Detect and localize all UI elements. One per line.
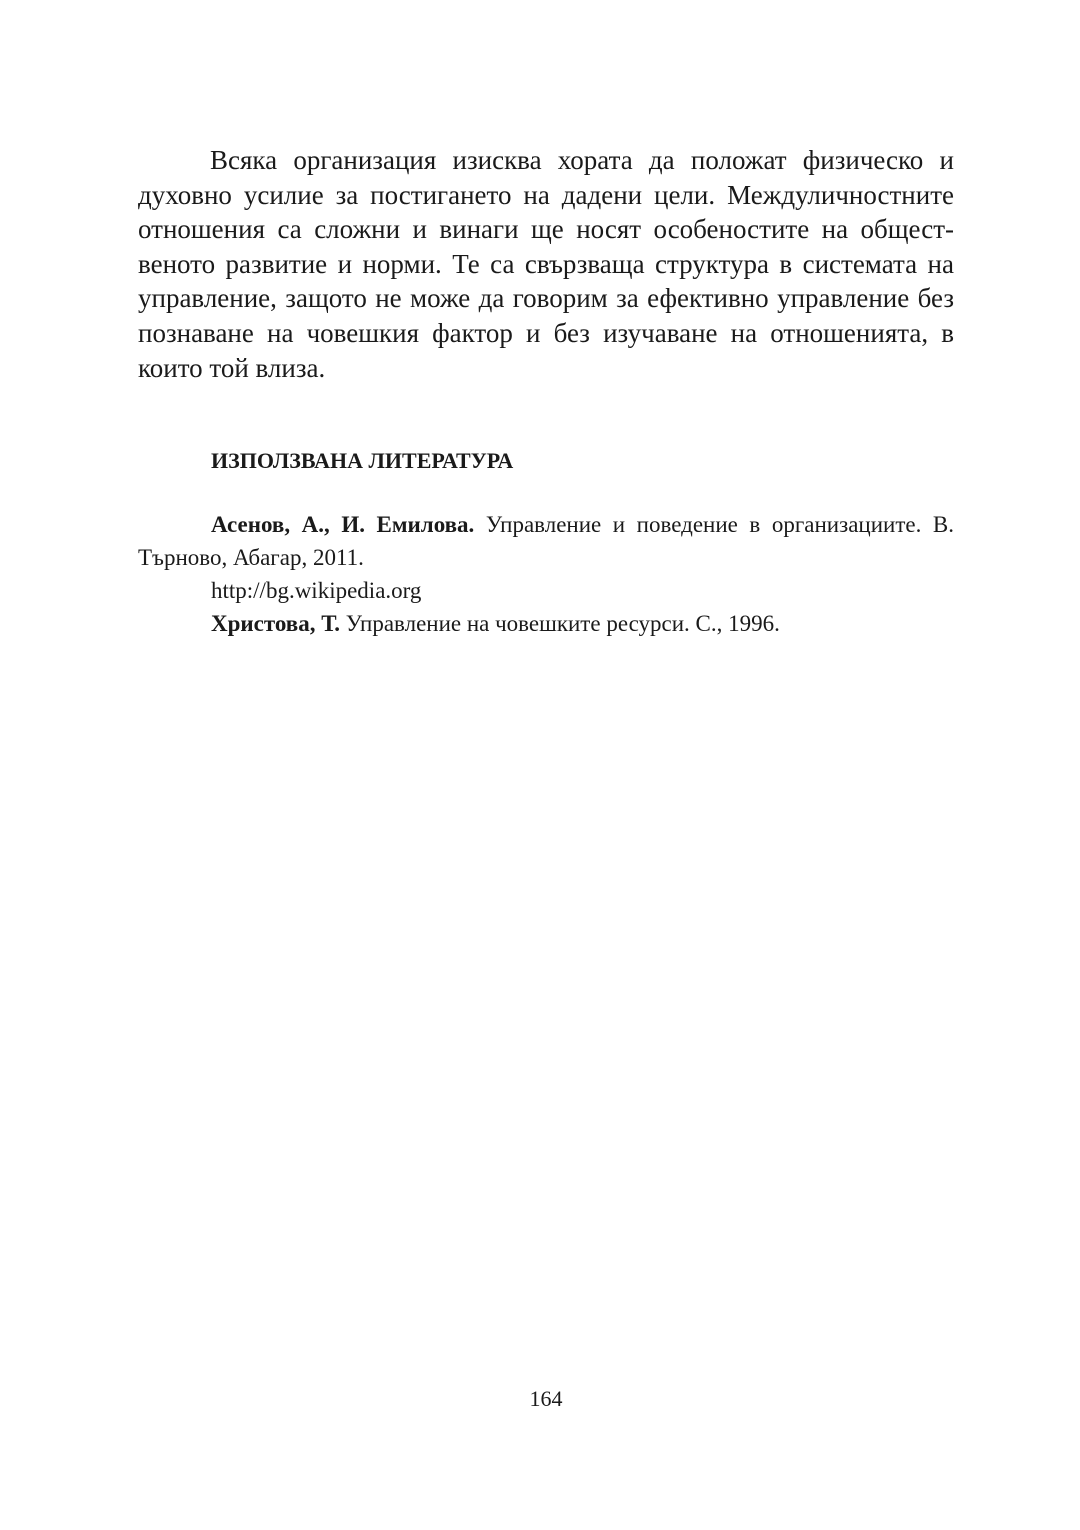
reference-item-hristova — [138, 607, 954, 640]
reference-author: Асенов, А., И. Емилова. — [211, 512, 475, 537]
references-list — [138, 508, 954, 640]
reference-item-wikipedia — [138, 574, 954, 607]
page-number: 164 — [529, 1386, 563, 1411]
reference-author: Христова, Т. — [211, 611, 340, 636]
reference-item-asenov — [138, 508, 954, 574]
body-paragraph: Всяка организация изисква хората да положат физическо и духовно усилие за постигането на дадени цели. Междуличностните отношения са сложни и винаги ще носят особеностите на общественото развитие и норми. Те са свързваща структура в системата на управление, защото не може да говорим за ефективно управление без познаване на човешкия фактор и без изучаване на отношенията, в които той влиза. — [138, 145, 954, 383]
references-heading: ИЗПОЛЗВАНА ЛИТЕРАТУРА — [211, 448, 514, 473]
reference-link: http://bg.wikipedia.org — [211, 578, 422, 603]
reference-text: Управление на човешките ресурси. С., 1996. — [340, 611, 780, 636]
reference-text: Управление и поведение в организациите. В. Търново, Абагар, 2011. — [138, 512, 954, 570]
